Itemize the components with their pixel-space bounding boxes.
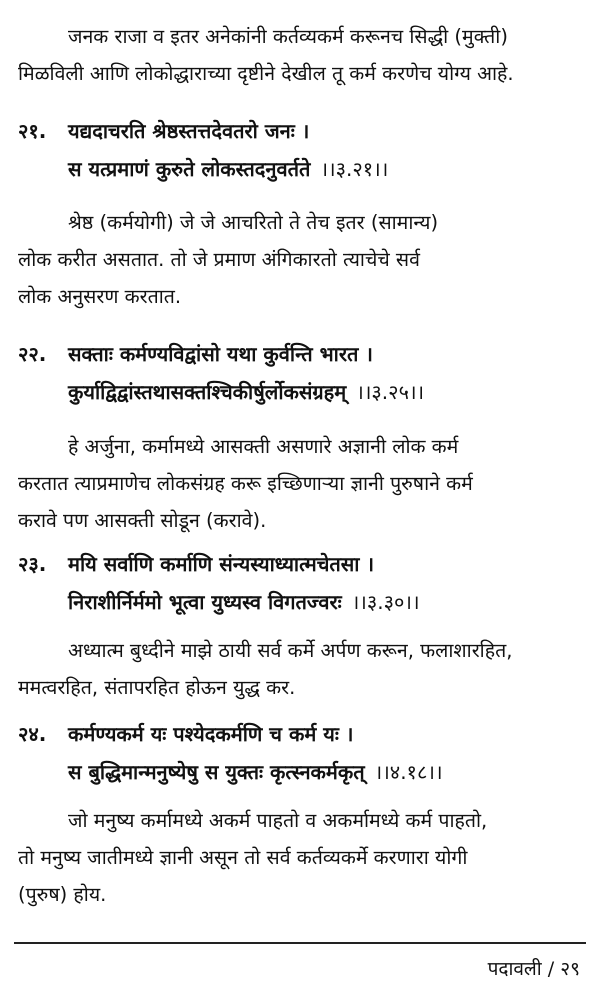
paragraph-line: तो मनुष्य जातीमध्ये ज्ञानी असून तो सर्व कर्तव्यकर्मे करणारा योगी — [18, 846, 468, 869]
paragraph-line: करतात त्याप्रमाणेच लोकसंग्रह करू इच्छिणाऱ्या ज्ञानी पुरुषाने कर्म — [18, 472, 473, 495]
verse-reference: ।।३.२१।। — [320, 157, 389, 181]
verse-line — [18, 373, 584, 411]
paragraph-line: ममत्वरहित, संतापरहित होऊन युद्ध कर. — [18, 676, 296, 699]
page-footer — [488, 955, 580, 981]
paragraph-line: जनक राजा व इतर अनेकांनी कर्तव्यकर्म करूनच सिद्धी (मुक्ती) — [68, 25, 508, 48]
verse-line — [18, 715, 584, 753]
page-number: २९ — [560, 958, 580, 980]
verse-21 — [18, 112, 584, 188]
verse-line — [18, 112, 584, 150]
commentary-paragraph-intro — [18, 18, 584, 92]
verse-reference: ।।३.२५।। — [356, 380, 425, 404]
verse-24 — [18, 715, 584, 791]
commentary-paragraph-23 — [18, 632, 584, 706]
verse-23 — [18, 545, 584, 621]
paragraph-line: मिळविली आणि लोकोद्धाराच्या दृष्टीने देखील तू कर्म करणेच योग्य आहे. — [18, 62, 514, 85]
commentary-paragraph-24 — [18, 802, 584, 913]
verse-number: २३. — [18, 552, 47, 576]
verse-number: २४. — [18, 722, 47, 746]
footer-divider — [14, 942, 586, 944]
verse-text: कर्मण्यकर्म यः पश्येदकर्मणि च कर्म यः । — [68, 722, 354, 746]
verse-text: स यत्प्रमाणं कुरुते लोकस्तदनुवर्तते — [68, 157, 311, 181]
verse-line — [18, 150, 584, 188]
commentary-paragraph-22 — [18, 428, 584, 539]
paragraph-line: करावे पण आसक्ती सोडून (करावे). — [18, 509, 267, 532]
verse-line — [18, 753, 584, 791]
verse-text: कुर्याद्विद्वांस्तथासक्तश्चिकीर्षुर्लोकसंग्रहम् — [68, 380, 347, 404]
verse-22 — [18, 335, 584, 411]
verse-number: २१. — [18, 119, 47, 143]
verse-line — [18, 583, 584, 621]
verse-line — [18, 335, 584, 373]
book-title: पदावली — [487, 958, 542, 980]
paragraph-line: श्रेष्ठ (कर्मयोगी) जे जे आचरितो ते तेच इतर (सामान्य) — [68, 211, 439, 234]
paragraph-line: हे अर्जुना, कर्मामध्ये आसक्ती असणारे अज्ञानी लोक कर्म — [68, 435, 459, 458]
paragraph-line: जो मनुष्य कर्मामध्ये अकर्म पाहतो व अकर्मामध्ये कर्म पाहतो, — [68, 809, 488, 832]
verse-text: यद्यदाचरति श्रेष्ठस्तत्तदेवतरो जनः । — [68, 119, 310, 143]
verse-text: मयि सर्वाणि कर्माणि संन्यस्याध्यात्मचेतसा । — [68, 552, 375, 576]
verse-number: २२. — [18, 342, 47, 366]
verse-text: स बुद्धिमान्मनुष्येषु स युक्तः कृत्स्नकर्मकृत् — [68, 760, 365, 784]
commentary-paragraph-21 — [18, 204, 584, 315]
verse-reference: ।।४.१८।। — [374, 760, 443, 784]
verse-line — [18, 545, 584, 583]
verse-text: निराशीर्निर्ममो भूत्वा युध्यस्व विगतज्वरः — [68, 590, 342, 614]
paragraph-line: लोक करीत असतात. तो जे प्रमाण अंगिकारतो त्याचेचे सर्व — [18, 248, 420, 271]
paragraph-line: (पुरुष) होय. — [18, 883, 107, 906]
paragraph-line: अध्यात्म बुध्दीने माझे ठायी सर्व कर्मे अर्पण करून, फलाशारहित, — [68, 639, 513, 662]
verse-reference: ।।३.३०।। — [351, 590, 420, 614]
paragraph-line: लोक अनुसरण करतात. — [18, 285, 182, 308]
footer-separator: / — [547, 958, 555, 980]
verse-text: सक्ताः कर्मण्यविद्वांसो यथा कुर्वन्ति भारत । — [68, 342, 373, 366]
